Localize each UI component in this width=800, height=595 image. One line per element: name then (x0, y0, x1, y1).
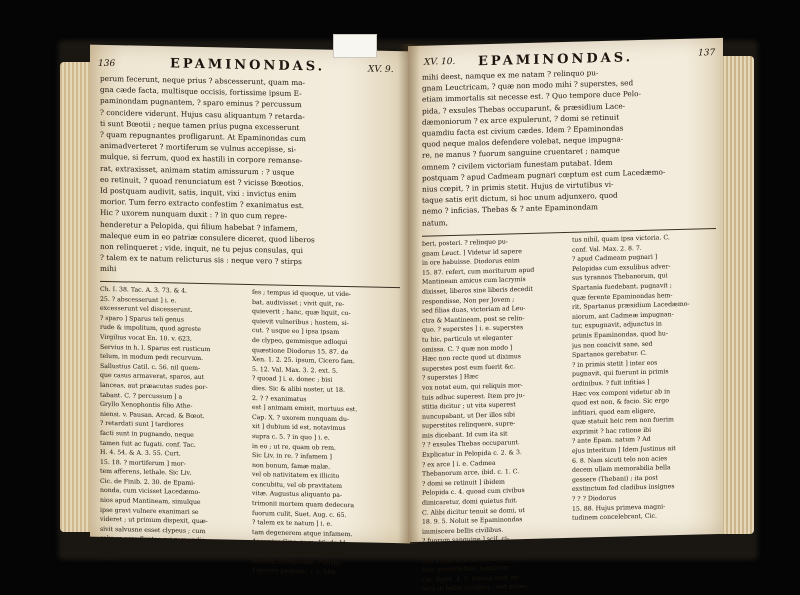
text-line: gna cæde facta, multisque occisis, fortissime ipsum E- (100, 85, 302, 99)
note-line: trimonii mortem quam dedecora (252, 500, 355, 510)
note-line: ctra & Mantineam, post se relin- (422, 314, 525, 325)
note-line: in ore habuisse. Diodorus enim (422, 257, 520, 267)
note-line: stitia dicitur ; ut vita superest (422, 401, 516, 411)
note-line: Cic. de Finib. 2. 30. de Epami- (100, 477, 196, 487)
note-line: infitiari, quod eam eligere, (572, 407, 656, 417)
left-chapter-ref: XV. 9. (368, 64, 394, 76)
note-line: 6. 8. Nam sicuti telo non acies (572, 454, 668, 465)
note-line: de clypeo, gemmisque adloqui (252, 337, 348, 347)
note-line: fam, perniciofam, lugubrem (422, 564, 510, 574)
note-line: Xen. 1. 2. 25. ipsum, Cicero fam. (252, 356, 355, 366)
note-line: lanceas, aut præacutas sudes por- (100, 381, 208, 392)
note-line: quæstione Diodorus 15. 87. de (252, 346, 349, 356)
note-line: Hæc non recte quod ut diximus (422, 353, 521, 363)
note-line: tur, expugnavit, adjunctus in (572, 320, 662, 331)
note-line: Gryllo Xenophontis filio Athe- (100, 400, 193, 410)
note-line: Explicatur in Pelopida c. 2. & 3. (422, 449, 522, 459)
text-line: quod neque malos defendere volebat, neque impugna- (422, 134, 624, 149)
text-line: ? quam repugnantes profligarunt. At Epaminondas cum (100, 129, 306, 144)
text-line: paminondam pugnantem, ? sparo eminus ? percussum (100, 96, 302, 110)
text-line: rat, extraxisset, animam statim amissurum : ? usque (100, 163, 295, 177)
right-page (408, 38, 723, 594)
text-line: ti sunt Bœotii ; neque tamen prius pugna excesserunt (100, 118, 300, 132)
note-line: Mantineam amicus cum lacrymis (422, 276, 526, 287)
note-line: ] genere propago, i. e. libe- (252, 567, 338, 577)
note-line: ? ? exsules Thebas occuparunt. (422, 439, 520, 450)
text-line: eo retinuit, ? quoad renunciatum est ? vicisse Bœotios. (100, 174, 304, 188)
note-line: beri, posteri. ? relinquo pu- (422, 238, 508, 248)
text-line: re, ne manus ? fuorum sanguine cruentaret ; namque (422, 145, 620, 161)
note-line: tabant. C. ? percussum ] a (100, 391, 183, 401)
note-line: ? quoad ] i. e. donec ; bisi (252, 375, 333, 385)
right-notes-column-2 (572, 232, 718, 524)
note-line: ? domi se retinuit ] ibidem (422, 478, 505, 488)
note-line: vitæ. Augustus aliquanto pa- (252, 490, 343, 500)
right-chapter-ref: XV. 10. (424, 56, 456, 68)
text-line: ? concidere viderunt. Hujus casu aliquantum ? retarda- (100, 107, 305, 121)
note-line: vium, popularium. ? civi- (422, 545, 500, 555)
note-line: nonda, cum vicisset Lacedæmo- (100, 487, 201, 497)
note-line: sed filias duas, victoriam ad Leu- (422, 305, 526, 315)
note-line: tam degenerem atque infamem. (252, 528, 353, 538)
note-line: Servius in h. l. Sparus est rusticum (100, 343, 211, 353)
right-page-edges (720, 56, 754, 534)
text-line: mihi deest, namque ex me natam ? relinquo pu- (422, 68, 599, 82)
left-notes-column-1 (100, 285, 248, 566)
text-line: quamdiu facta est civium cædes. Idem ? Epaminondas (422, 123, 624, 138)
left-running-head: EPAMINONDAS. (170, 56, 326, 75)
note-line: Virgilius vocat En. 10. v. 623. (100, 333, 192, 343)
note-line: rit, Spartanus præsidium Lacedæmo- (572, 300, 690, 311)
note-line: Sallustius Catil. c. 56. nil quem- (100, 362, 201, 372)
note-line: concubitu, vel ob pravitatem (252, 480, 342, 490)
note-line: que casus armaverat, sparos, aut (100, 372, 205, 382)
text-line: dæmoniorum ? ex arce expulerunt, ? domi se retinuit (422, 112, 620, 127)
note-line: Ch. I. 38. Tac. A. 3. 73. & 4. (100, 285, 188, 295)
note-line: Sic Liv. in re. ? infamem ] (252, 452, 332, 461)
text-line: mihi (100, 264, 117, 274)
text-line: mulque, si ferrum, quod ex hastili in corpore remanse- (100, 152, 303, 166)
note-line: ? ante Epam. natum ? Ad (572, 436, 651, 446)
note-line: dixisset, liberos sine liberis decedit (422, 285, 533, 296)
note-line: Pelopidas cum exsulibus adver- (572, 263, 671, 273)
note-line: mis dicebant. Id cum ita sit (422, 430, 508, 440)
right-main-text (422, 64, 718, 229)
note-line: respondisse, Non per Jovem ; (422, 295, 515, 306)
note-line: Pelopida c. 4. quoad cum civibus (422, 487, 525, 498)
note-line: Thebanorum arce, ibid. c. 1. C. (422, 468, 520, 479)
text-line: maleque eum in eo patriæ consulere diceret, quod liberos (100, 230, 315, 245)
text-line: natum, (422, 217, 448, 228)
note-line: fuorum culit, Suet. Aug. c. 65. (252, 509, 347, 519)
note-line: videret ; ut primum dispexit, quæ- (100, 516, 208, 526)
text-line: henderetur a Pelopida, qui filium habebat ? infamem, (100, 219, 298, 233)
note-line: bat, audivisset ; vivit quit, re- (252, 298, 345, 308)
note-line: est ] animam emisit, mortuus est. (252, 404, 358, 414)
note-line: ? sparo ] Sparus teli genus (100, 314, 184, 324)
note-line: niorum, ant Cadmeæ impugnan- (572, 310, 674, 321)
note-line: exprimit ? hac ratione ibi (572, 426, 652, 436)
text-line: non relinqueret ; vide, inquit, ne tu pejus consulas, qui (100, 241, 303, 256)
text-line: perum fecerunt, neque prius ? abscesserunt, quam ma- (100, 73, 305, 88)
note-line: in eo ; ut re, quam ob rem. (252, 442, 336, 452)
note-line: excesserunt vel discesserunt. (100, 305, 193, 314)
note-line: ejus interitum ] Idem Justinus ait (572, 445, 676, 455)
note-line: telum, in modum pedi recurvum. (100, 353, 204, 363)
text-line: nemo ? inficias, Thebas & ? ante Epaminondam (422, 202, 598, 217)
text-line: Id postquam audivit, satis, inquit, vixi : invictus enim (100, 185, 297, 200)
text-line: pida, ? exsules Thebas occuparunt, & præsidium Lace- (422, 101, 626, 116)
note-line: vel ob nativitatem ex illicito (252, 471, 340, 481)
note-line: salvum esse flentes sui respondis- (100, 535, 207, 545)
note-line: exstinctum fed cladibus insignes (572, 483, 675, 494)
left-main-text (100, 73, 402, 281)
note-line: tudinem concelebrant, Cic. (572, 512, 657, 523)
note-line: quieverit ; hanc, quæ liquit, co- (252, 308, 351, 318)
text-line: etiam immortalis sit necesse est. ? Quo tempore duce Pelo- (422, 89, 641, 105)
note-line: primis Epaminondas, quod hu- (572, 330, 669, 340)
note-line: Spartania fuedebant, pugnavit ; (572, 282, 672, 292)
note-line: C. Alibi dicitur tenuit se domi, ut (422, 506, 525, 517)
note-line: ? apud Cadmeam pugnari ] (572, 253, 658, 264)
note-line: stes. (100, 554, 115, 562)
note-line: jus non concivit sane, sed (572, 340, 653, 350)
note-line: tuis adhuc superest. Item pro ju- (422, 391, 525, 402)
note-line: ? retardati sunt ] tardiores (100, 420, 184, 429)
note-line: ? ? ? Diodorus (572, 494, 617, 503)
note-line: ? ex arce ] i. e. Cadmea (422, 459, 496, 469)
note-line: Ausonius Cæs. num. 16. de M. (252, 538, 348, 548)
note-line: nuncupabant, ut Der illos sibi (422, 411, 515, 421)
left-notes-column-2 (252, 288, 400, 579)
note-line: quo. ? superstes ] i. e. superstes (422, 324, 524, 335)
note-line: H. 4. 54. & A. 3. 55. Curt. (100, 448, 181, 458)
note-line: 5. 12. Val. Max. 3. 2. ext. 5. (252, 365, 338, 375)
note-line: tem afferens, lethale. Sic Liv. (100, 468, 192, 478)
note-line: facti sunt in pugnando, neque (100, 429, 194, 439)
text-line: gnam Leuctricam, ? quæ non modo mihi ? superstes, sed (422, 78, 634, 93)
note-line: ? fuorum sanguine ] sciL ci- (422, 535, 510, 546)
note-line: pugnavit, qui fuerunt in primis (572, 368, 669, 379)
note-line: sent ; rogavit, essentne fusi ho- (100, 544, 199, 554)
note-line: quod est non, & facio. Sic ergo (572, 397, 669, 407)
note-line: Cap. X. ? uxorem nunquam du- (252, 413, 350, 423)
left-page-number: 136 (98, 58, 116, 70)
note-line: ordinibus. ? fuit infitias ] (572, 378, 650, 388)
text-line: omnem ? civilem victoriam funestam putabat. Idem (422, 157, 613, 172)
text-line: nius cœpit, ? in primis stetit. Hujus de virtutibus vi- (422, 179, 614, 194)
note-line: cut. ? usque eo ] ipsa ipsam (252, 327, 340, 337)
note-line: lem ] quæ in bello civili i. e. exitio (422, 554, 529, 565)
note-line: sus tyrannos Thebanorum, qui (572, 272, 668, 283)
note-line: modum relinquente. ? stirps (252, 557, 341, 567)
note-line: sera in bellis civilibus ; sed miser- (422, 583, 529, 594)
note-line: ipse gravi vulnere exanimari se (100, 506, 199, 516)
note-line: immiscere bellis civilibus. (422, 526, 504, 536)
note-line: supra c. 5. ? in quo ] i. e. (252, 432, 330, 442)
note-line: quievit vulneribus ; hostem, si- (252, 317, 349, 327)
note-line: niensi. v. Pausan. Arcad. & Bœot. (100, 410, 205, 420)
book-gutter (398, 44, 420, 544)
note-line: dimicaretur, domi quietus fuit. (422, 497, 518, 507)
note-line: superstites relinquere, supre- (422, 420, 516, 431)
right-page-number: 137 (698, 48, 716, 59)
note-line: 15. 18. ? mortiferum ] mor- (100, 458, 186, 468)
note-line: gessere (Thebani) ; ita post (572, 474, 658, 484)
note-line: ? in primis stetit ] inter eos (572, 359, 658, 369)
paper-bookmark (333, 34, 377, 58)
note-line: fes ; tempus id quoque, ut vide- (252, 289, 351, 299)
note-line: non bonum, famæ malæ. (252, 461, 331, 471)
text-line: Hic ? uxorem nunquam duxit : ? in quo cum repre- (100, 208, 287, 222)
note-line: quæ ferente Epaminondas hem- (572, 291, 673, 302)
note-line: decem ullam memorabilia bella (572, 464, 671, 475)
note-line: rude & impolitum, quod agreste (100, 324, 201, 334)
note-line: 15. 87. refert, cum moriturum apud (422, 266, 535, 277)
note-line: 15. 88. Hujus primeva magni- (572, 503, 666, 513)
left-page (90, 45, 410, 577)
note-line: ? superstes ] Hæc (422, 373, 479, 383)
note-line: nios apud Mantineam, simulque (100, 496, 201, 507)
note-line: conf. Val. Max. 2. 8. 7. (572, 244, 642, 254)
note-line: xit ] dubium id est, notavimus (252, 423, 346, 433)
note-line: Spartanos gerebatur. C. (572, 349, 647, 359)
note-line: 25. ? abscesserunt ] i. e. (100, 295, 177, 305)
note-line: Cic. Epist. 4. 9. Omnia sunt mi- (422, 573, 520, 584)
note-line: ? talem ex te natum ] i. e. (252, 519, 333, 528)
text-line: animadverteret ? mortiferum se vulnus accepisse, si- (100, 141, 297, 155)
text-line: postquam ? apud Cadmeam pugnari cœptum est cum Lacedæmo- (422, 167, 666, 183)
text-line: ? talem ex te natum relicturus sis : neque vero ? stirps (100, 253, 302, 267)
note-line: superstes post eum fuerit &c. (422, 363, 516, 373)
left-page-edges (60, 62, 94, 532)
note-line: vox notat eum, qui reliquis mor- (422, 382, 523, 392)
note-line: tus nihil, quam ipsa victoria. C. (572, 234, 670, 244)
right-running-head: EPAMINONDAS. (478, 50, 634, 70)
note-line: 2. ? ? exanimatus (252, 394, 307, 403)
right-notes-column-1 (422, 236, 568, 595)
note-line: dies. Sic & alibi noster, ut 18. (252, 384, 345, 394)
note-line: gnam Leuct. ] Videtur id sapere (422, 247, 522, 258)
note-line: quæ statuit heic rem non fuerim (572, 416, 674, 427)
note-line: tu hic, particula ut eleganter (422, 334, 513, 344)
note-line: omissa. C. ? quæ non modo ] (422, 343, 513, 354)
note-line: Antonino pravum filium Com- (252, 548, 345, 558)
note-line: tamen fuit ac fugati. conf. Tac. (100, 439, 196, 449)
note-line: Hæc vox componi videtur ab in (572, 387, 671, 398)
text-line: taque satis erit dictum, si hoc unum adjunxero, quod (422, 190, 618, 205)
note-line: sivit salvusne esset clypeus ; cum (100, 525, 206, 535)
text-line: morior. Tum ferro extracto confestim ? exanimatus est. (100, 197, 305, 211)
note-line: 18. 9. 5. Noluit se Epaminondas (422, 516, 523, 526)
